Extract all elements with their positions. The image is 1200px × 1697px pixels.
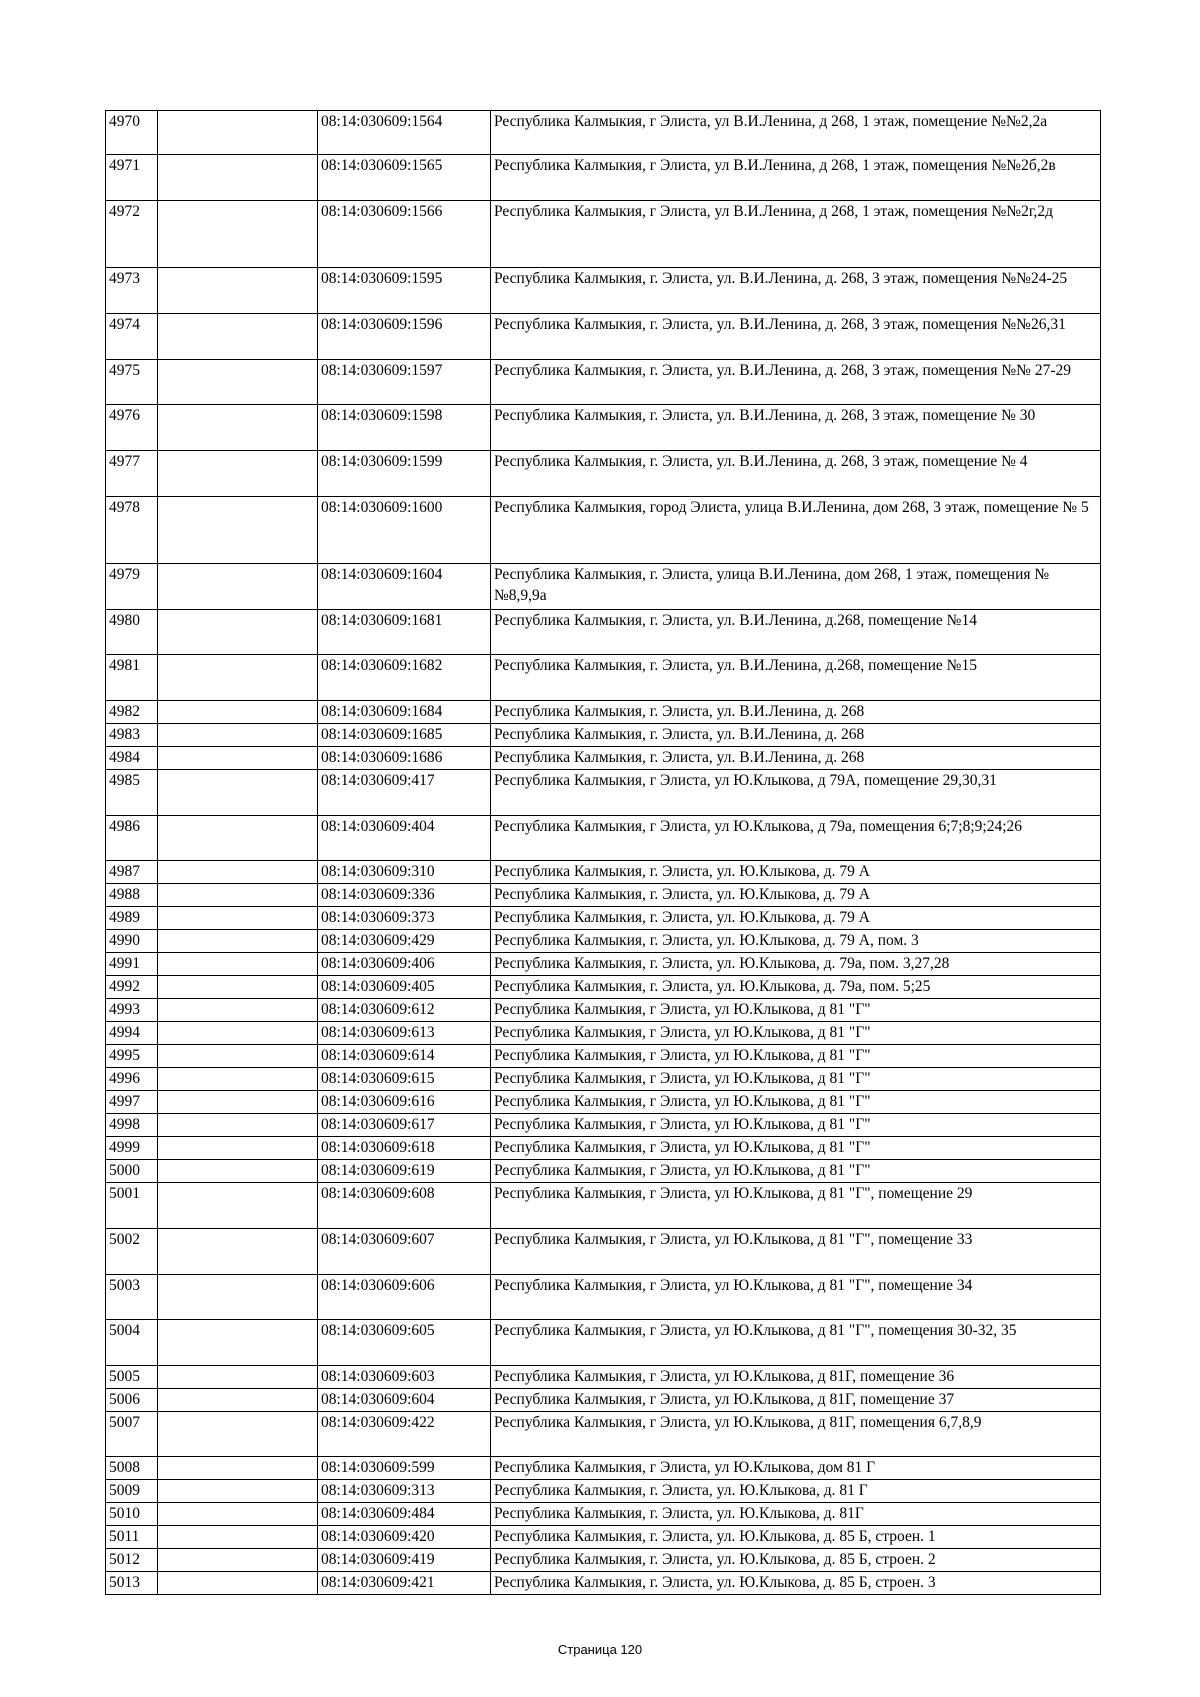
row-number-cell: 4973 <box>106 268 158 314</box>
empty-cell <box>158 1389 318 1412</box>
address-cell: Республика Калмыкия, г. Элиста, ул. Ю.Клыкова, д. 79а, пом. 5;25 <box>491 976 1101 999</box>
empty-cell <box>158 1366 318 1389</box>
table-row <box>106 701 1101 724</box>
address-cell: Республика Калмыкия, г Элиста, ул Ю.Клыкова, д 81 "Г" <box>491 1160 1101 1183</box>
table-row <box>106 1572 1101 1595</box>
empty-cell <box>158 1160 318 1183</box>
cadastral-number-cell: 08:14:030609:1599 <box>318 451 491 497</box>
registry-table-body <box>106 111 1101 1595</box>
empty-cell <box>158 564 318 610</box>
table-row <box>106 1068 1101 1091</box>
table-row <box>106 953 1101 976</box>
cadastral-number-cell: 08:14:030609:313 <box>318 1480 491 1503</box>
cadastral-number-cell: 08:14:030609:406 <box>318 953 491 976</box>
row-number-cell: 4989 <box>106 907 158 930</box>
row-number-cell: 4974 <box>106 314 158 360</box>
cadastral-number-cell: 08:14:030609:1685 <box>318 724 491 747</box>
row-number-cell: 4971 <box>106 155 158 201</box>
cadastral-number-cell: 08:14:030609:1595 <box>318 268 491 314</box>
address-cell: Республика Калмыкия, г Элиста, ул Ю.Клыкова, д 81 "Г", помещение 29 <box>491 1183 1101 1229</box>
cadastral-number-cell: 08:14:030609:421 <box>318 1572 491 1595</box>
cadastral-number-cell: 08:14:030609:607 <box>318 1229 491 1275</box>
table-row <box>106 976 1101 999</box>
row-number-cell: 4992 <box>106 976 158 999</box>
empty-cell <box>158 405 318 451</box>
table-row <box>106 155 1101 201</box>
empty-cell <box>158 111 318 155</box>
address-cell: Республика Калмыкия, г. Элиста, ул. Ю.Клыкова, д. 79 А, пом. 3 <box>491 930 1101 953</box>
address-cell: Республика Калмыкия, г Элиста, ул Ю.Клыкова, д 81 "Г", помещение 34 <box>491 1275 1101 1320</box>
row-number-cell: 5007 <box>106 1412 158 1457</box>
row-number-cell: 5010 <box>106 1503 158 1526</box>
row-number-cell: 4986 <box>106 816 158 861</box>
empty-cell <box>158 747 318 770</box>
row-number-cell: 4998 <box>106 1114 158 1137</box>
table-row <box>106 1114 1101 1137</box>
table-row <box>106 1412 1101 1457</box>
address-cell: Республика Калмыкия, г. Элиста, ул. В.И.Ленина, д. 268, 3 этаж, помещение № 30 <box>491 405 1101 451</box>
table-row <box>106 1457 1101 1480</box>
cadastral-number-cell: 08:14:030609:613 <box>318 1022 491 1045</box>
address-cell: Республика Калмыкия, г Элиста, ул Ю.Клыкова, д 81Г, помещение 37 <box>491 1389 1101 1412</box>
empty-cell <box>158 816 318 861</box>
row-number-cell: 4970 <box>106 111 158 155</box>
table-row <box>106 747 1101 770</box>
row-number-cell: 5004 <box>106 1320 158 1366</box>
empty-cell <box>158 1412 318 1457</box>
property-registry-table <box>105 110 1101 1595</box>
row-number-cell: 4999 <box>106 1137 158 1160</box>
cadastral-number-cell: 08:14:030609:310 <box>318 861 491 884</box>
row-number-cell: 4972 <box>106 201 158 268</box>
address-cell: Республика Калмыкия, г. Элиста, ул. В.И.Ленина, д.268, помещение №15 <box>491 655 1101 701</box>
cadastral-number-cell: 08:14:030609:605 <box>318 1320 491 1366</box>
address-cell: Республика Калмыкия, г Элиста, ул Ю.Клыкова, д 81 "Г" <box>491 1068 1101 1091</box>
row-number-cell: 4991 <box>106 953 158 976</box>
table-row <box>106 816 1101 861</box>
address-cell: Республика Калмыкия, г. Элиста, ул. В.И.Ленина, д. 268 <box>491 701 1101 724</box>
empty-cell <box>158 1229 318 1275</box>
row-number-cell: 4980 <box>106 610 158 655</box>
empty-cell <box>158 360 318 405</box>
address-cell: Республика Калмыкия, город Элиста, улица В.И.Ленина, дом 268, 3 этаж, помещение № 5 <box>491 497 1101 564</box>
row-number-cell: 4977 <box>106 451 158 497</box>
address-cell: Республика Калмыкия, г Элиста, ул Ю.Клыкова, д 79а, помещения 6;7;8;9;24;26 <box>491 816 1101 861</box>
empty-cell <box>158 655 318 701</box>
empty-cell <box>158 953 318 976</box>
row-number-cell: 4997 <box>106 1091 158 1114</box>
empty-cell <box>158 1183 318 1229</box>
empty-cell <box>158 497 318 564</box>
address-cell: Республика Калмыкия, г Элиста, ул Ю.Клыкова, д 81Г, помещение 36 <box>491 1366 1101 1389</box>
empty-cell <box>158 1137 318 1160</box>
address-cell: Республика Калмыкия, г Элиста, ул Ю.Клыкова, дом 81 Г <box>491 1457 1101 1480</box>
table-row <box>106 1526 1101 1549</box>
address-cell: Республика Калмыкия, г. Элиста, ул. Ю.Клыкова, д. 85 Б, строен. 2 <box>491 1549 1101 1572</box>
address-cell: Республика Калмыкия, г Элиста, ул Ю.Клыкова, д 81 "Г" <box>491 999 1101 1022</box>
row-number-cell: 4990 <box>106 930 158 953</box>
cadastral-number-cell: 08:14:030609:1684 <box>318 701 491 724</box>
empty-cell <box>158 1572 318 1595</box>
table-row <box>106 1320 1101 1366</box>
table-row <box>106 268 1101 314</box>
empty-cell <box>158 701 318 724</box>
address-cell: Республика Калмыкия, г. Элиста, улица В.И.Ленина, дом 268, 1 этаж, помещения №№8,9,9а <box>491 564 1101 610</box>
address-cell: Республика Калмыкия, г. Элиста, ул. Ю.Клыкова, д. 79 А <box>491 907 1101 930</box>
table-row <box>106 884 1101 907</box>
table-row <box>106 1503 1101 1526</box>
row-number-cell: 5001 <box>106 1183 158 1229</box>
table-row <box>106 610 1101 655</box>
cadastral-number-cell: 08:14:030609:614 <box>318 1045 491 1068</box>
empty-cell <box>158 1275 318 1320</box>
empty-cell <box>158 201 318 268</box>
cadastral-number-cell: 08:14:030609:1604 <box>318 564 491 610</box>
empty-cell <box>158 155 318 201</box>
empty-cell <box>158 314 318 360</box>
address-cell: Республика Калмыкия, г. Элиста, ул. Ю.Клыкова, д. 79 А <box>491 884 1101 907</box>
empty-cell <box>158 451 318 497</box>
cadastral-number-cell: 08:14:030609:615 <box>318 1068 491 1091</box>
empty-cell <box>158 610 318 655</box>
cadastral-number-cell: 08:14:030609:422 <box>318 1412 491 1457</box>
table-row <box>106 360 1101 405</box>
row-number-cell: 5009 <box>106 1480 158 1503</box>
table-row <box>106 1022 1101 1045</box>
table-row <box>106 770 1101 816</box>
table-row <box>106 1389 1101 1412</box>
cadastral-number-cell: 08:14:030609:404 <box>318 816 491 861</box>
cadastral-number-cell: 08:14:030609:1596 <box>318 314 491 360</box>
cadastral-number-cell: 08:14:030609:604 <box>318 1389 491 1412</box>
address-cell: Республика Калмыкия, г. Элиста, ул. Ю.Клыкова, д. 85 Б, строен. 3 <box>491 1572 1101 1595</box>
row-number-cell: 5012 <box>106 1549 158 1572</box>
empty-cell <box>158 1503 318 1526</box>
address-cell: Республика Калмыкия, г. Элиста, ул. В.И.Ленина, д. 268, 3 этаж, помещения №№26,31 <box>491 314 1101 360</box>
address-cell: Республика Калмыкия, г Элиста, ул В.И.Ленина, д 268, 1 этаж, помещение №№2,2а <box>491 111 1101 155</box>
cadastral-number-cell: 08:14:030609:619 <box>318 1160 491 1183</box>
address-cell: Республика Калмыкия, г. Элиста, ул. В.И.Ленина, д. 268, 3 этаж, помещения №№24-25 <box>491 268 1101 314</box>
empty-cell <box>158 268 318 314</box>
address-cell: Республика Калмыкия, г Элиста, ул Ю.Клыкова, д 81Г, помещения 6,7,8,9 <box>491 1412 1101 1457</box>
table-row <box>106 1045 1101 1068</box>
cadastral-number-cell: 08:14:030609:606 <box>318 1275 491 1320</box>
table-row <box>106 1549 1101 1572</box>
row-number-cell: 4988 <box>106 884 158 907</box>
address-cell: Республика Калмыкия, г. Элиста, ул. Ю.Клыкова, д. 79 А <box>491 861 1101 884</box>
cadastral-number-cell: 08:14:030609:419 <box>318 1549 491 1572</box>
address-cell: Республика Калмыкия, г. Элиста, ул. Ю.Клыкова, д. 79а, пом. 3,27,28 <box>491 953 1101 976</box>
cadastral-number-cell: 08:14:030609:429 <box>318 930 491 953</box>
address-cell: Республика Калмыкия, г. Элиста, ул. В.И.Ленина, д.268, помещение №14 <box>491 610 1101 655</box>
empty-cell <box>158 1022 318 1045</box>
empty-cell <box>158 930 318 953</box>
cadastral-number-cell: 08:14:030609:612 <box>318 999 491 1022</box>
cadastral-number-cell: 08:14:030609:405 <box>318 976 491 999</box>
address-cell: Республика Калмыкия, г. Элиста, ул. Ю.Клыкова, д. 81Г <box>491 1503 1101 1526</box>
table-row <box>106 1480 1101 1503</box>
row-number-cell: 5000 <box>106 1160 158 1183</box>
empty-cell <box>158 724 318 747</box>
empty-cell <box>158 770 318 816</box>
cadastral-number-cell: 08:14:030609:1600 <box>318 497 491 564</box>
row-number-cell: 4981 <box>106 655 158 701</box>
row-number-cell: 5011 <box>106 1526 158 1549</box>
table-row <box>106 1160 1101 1183</box>
empty-cell <box>158 1526 318 1549</box>
row-number-cell: 5002 <box>106 1229 158 1275</box>
cadastral-number-cell: 08:14:030609:336 <box>318 884 491 907</box>
row-number-cell: 4996 <box>106 1068 158 1091</box>
table-row <box>106 1366 1101 1389</box>
cadastral-number-cell: 08:14:030609:1566 <box>318 201 491 268</box>
address-cell: Республика Калмыкия, г. Элиста, ул. В.И.Ленина, д. 268 <box>491 747 1101 770</box>
table-row <box>106 1183 1101 1229</box>
address-cell: Республика Калмыкия, г Элиста, ул Ю.Клыкова, д 81 "Г" <box>491 1045 1101 1068</box>
row-number-cell: 4995 <box>106 1045 158 1068</box>
cadastral-number-cell: 08:14:030609:618 <box>318 1137 491 1160</box>
table-row <box>106 1091 1101 1114</box>
address-cell: Республика Калмыкия, г Элиста, ул Ю.Клыкова, д 81 "Г" <box>491 1091 1101 1114</box>
cadastral-number-cell: 08:14:030609:417 <box>318 770 491 816</box>
cadastral-number-cell: 08:14:030609:373 <box>318 907 491 930</box>
cadastral-number-cell: 08:14:030609:599 <box>318 1457 491 1480</box>
table-row <box>106 655 1101 701</box>
empty-cell <box>158 1320 318 1366</box>
empty-cell <box>158 861 318 884</box>
empty-cell <box>158 1457 318 1480</box>
address-cell: Республика Калмыкия, г Элиста, ул Ю.Клыкова, д 79А, помещение 29,30,31 <box>491 770 1101 816</box>
table-row <box>106 1275 1101 1320</box>
cadastral-number-cell: 08:14:030609:616 <box>318 1091 491 1114</box>
empty-cell <box>158 1480 318 1503</box>
cadastral-number-cell: 08:14:030609:484 <box>318 1503 491 1526</box>
table-row <box>106 724 1101 747</box>
row-number-cell: 4987 <box>106 861 158 884</box>
row-number-cell: 5005 <box>106 1366 158 1389</box>
row-number-cell: 4976 <box>106 405 158 451</box>
row-number-cell: 5008 <box>106 1457 158 1480</box>
table-row <box>106 1229 1101 1275</box>
address-cell: Республика Калмыкия, г Элиста, ул Ю.Клыкова, д 81 "Г" <box>491 1137 1101 1160</box>
table-row <box>106 451 1101 497</box>
cadastral-number-cell: 08:14:030609:608 <box>318 1183 491 1229</box>
empty-cell <box>158 976 318 999</box>
empty-cell <box>158 1114 318 1137</box>
table-row <box>106 907 1101 930</box>
empty-cell <box>158 999 318 1022</box>
address-cell: Республика Калмыкия, г. Элиста, ул. Ю.Клыкова, д. 81 Г <box>491 1480 1101 1503</box>
empty-cell <box>158 907 318 930</box>
row-number-cell: 4982 <box>106 701 158 724</box>
cadastral-number-cell: 08:14:030609:1598 <box>318 405 491 451</box>
table-row <box>106 405 1101 451</box>
empty-cell <box>158 1068 318 1091</box>
address-cell: Республика Калмыкия, г Элиста, ул Ю.Клыкова, д 81 "Г" <box>491 1114 1101 1137</box>
empty-cell <box>158 1045 318 1068</box>
table-row <box>106 999 1101 1022</box>
empty-cell <box>158 1091 318 1114</box>
row-number-cell: 5013 <box>106 1572 158 1595</box>
row-number-cell: 5006 <box>106 1389 158 1412</box>
table-row <box>106 497 1101 564</box>
row-number-cell: 4978 <box>106 497 158 564</box>
address-cell: Республика Калмыкия, г. Элиста, ул. В.И.Ленина, д. 268 <box>491 724 1101 747</box>
cadastral-number-cell: 08:14:030609:1564 <box>318 111 491 155</box>
row-number-cell: 5003 <box>106 1275 158 1320</box>
table-row <box>106 930 1101 953</box>
cadastral-number-cell: 08:14:030609:420 <box>318 1526 491 1549</box>
cadastral-number-cell: 08:14:030609:1597 <box>318 360 491 405</box>
cadastral-number-cell: 08:14:030609:1682 <box>318 655 491 701</box>
address-cell: Республика Калмыкия, г. Элиста, ул. Ю.Клыкова, д. 85 Б, строен. 1 <box>491 1526 1101 1549</box>
table-row <box>106 564 1101 610</box>
address-cell: Республика Калмыкия, г Элиста, ул Ю.Клыкова, д 81 "Г", помещение 33 <box>491 1229 1101 1275</box>
cadastral-number-cell: 08:14:030609:1686 <box>318 747 491 770</box>
empty-cell <box>158 1549 318 1572</box>
address-cell: Республика Калмыкия, г Элиста, ул В.И.Ленина, д 268, 1 этаж, помещения №№2г,2д <box>491 201 1101 268</box>
cadastral-number-cell: 08:14:030609:603 <box>318 1366 491 1389</box>
address-cell: Республика Калмыкия, г. Элиста, ул. В.И.Ленина, д. 268, 3 этаж, помещение № 4 <box>491 451 1101 497</box>
row-number-cell: 4975 <box>106 360 158 405</box>
table-row <box>106 314 1101 360</box>
row-number-cell: 4984 <box>106 747 158 770</box>
table-row <box>106 111 1101 155</box>
address-cell: Республика Калмыкия, г Элиста, ул Ю.Клыкова, д 81 "Г" <box>491 1022 1101 1045</box>
cadastral-number-cell: 08:14:030609:617 <box>318 1114 491 1137</box>
address-cell: Республика Калмыкия, г Элиста, ул Ю.Клыкова, д 81 "Г", помещения 30-32, 35 <box>491 1320 1101 1366</box>
row-number-cell: 4985 <box>106 770 158 816</box>
page-number: Страница 120 <box>557 1642 643 1657</box>
table-row <box>106 861 1101 884</box>
row-number-cell: 4983 <box>106 724 158 747</box>
cadastral-number-cell: 08:14:030609:1681 <box>318 610 491 655</box>
row-number-cell: 4993 <box>106 999 158 1022</box>
address-cell: Республика Калмыкия, г. Элиста, ул. В.И.Ленина, д. 268, 3 этаж, помещения №№ 27-29 <box>491 360 1101 405</box>
table-row <box>106 1137 1101 1160</box>
row-number-cell: 4994 <box>106 1022 158 1045</box>
cadastral-number-cell: 08:14:030609:1565 <box>318 155 491 201</box>
table-row <box>106 201 1101 268</box>
empty-cell <box>158 884 318 907</box>
address-cell: Республика Калмыкия, г Элиста, ул В.И.Ленина, д 268, 1 этаж, помещения №№2б,2в <box>491 155 1101 201</box>
row-number-cell: 4979 <box>106 564 158 610</box>
